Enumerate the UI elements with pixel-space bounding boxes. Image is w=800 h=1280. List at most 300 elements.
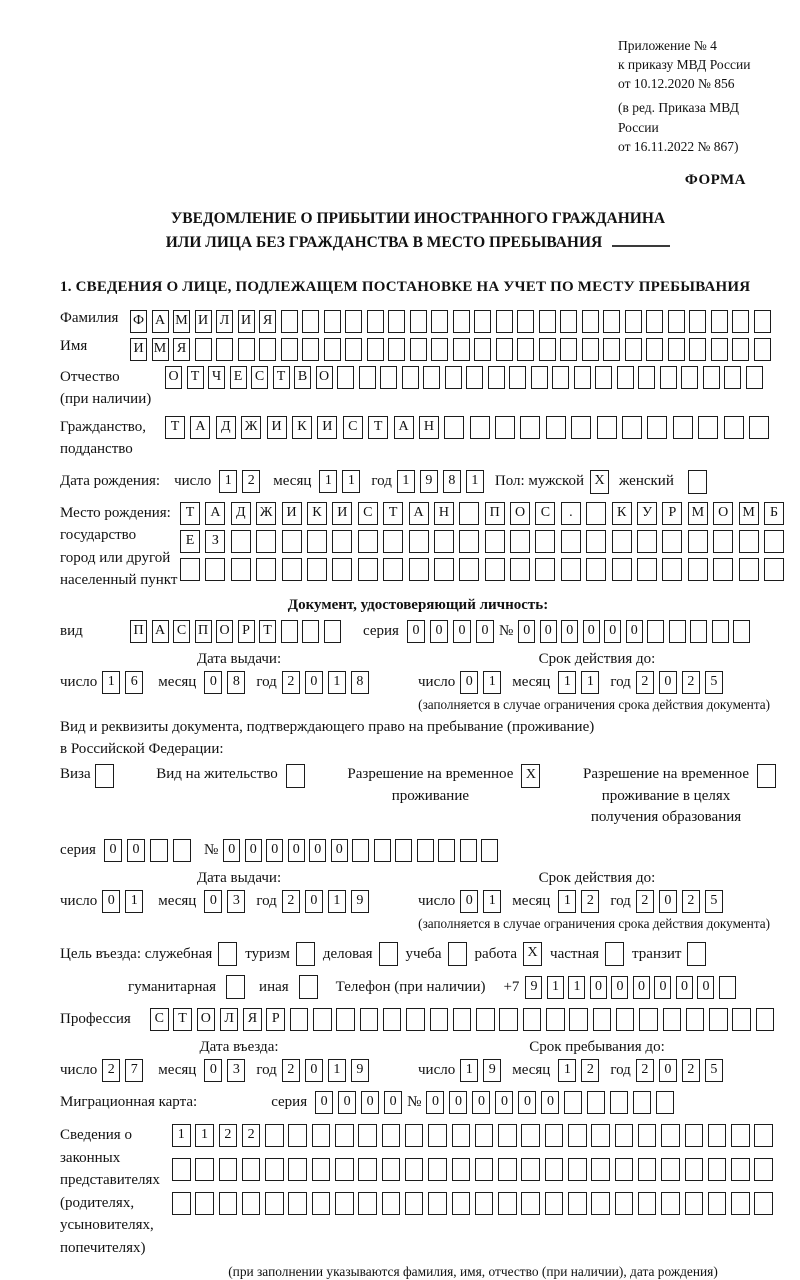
char-box[interactable]	[617, 366, 634, 389]
char-box[interactable]	[535, 558, 555, 581]
char-box[interactable]: 0	[659, 671, 677, 694]
char-box[interactable]	[638, 1192, 657, 1215]
char-box[interactable]	[509, 366, 526, 389]
char-box[interactable]	[242, 1192, 261, 1215]
char-box[interactable]: 0	[305, 1059, 323, 1082]
char-box[interactable]	[546, 1008, 565, 1031]
char-box[interactable]	[688, 558, 708, 581]
char-box[interactable]: 0	[495, 1091, 513, 1114]
char-box[interactable]	[661, 1124, 680, 1147]
char-box[interactable]	[637, 558, 657, 581]
char-box[interactable]	[382, 1158, 401, 1181]
char-box[interactable]: Н	[419, 416, 439, 439]
char-box[interactable]	[724, 366, 741, 389]
char-box[interactable]	[521, 1124, 540, 1147]
char-box[interactable]: 1	[483, 671, 501, 694]
char-box[interactable]	[410, 338, 427, 361]
char-box[interactable]: П	[485, 502, 505, 525]
char-box[interactable]	[476, 1008, 495, 1031]
char-box[interactable]: Я	[243, 1008, 262, 1031]
char-box[interactable]	[470, 416, 490, 439]
char-box[interactable]	[754, 1158, 773, 1181]
char-box[interactable]	[582, 338, 599, 361]
char-box[interactable]: 0	[561, 620, 578, 643]
char-box[interactable]	[417, 839, 434, 862]
char-box[interactable]: О	[510, 502, 530, 525]
char-box[interactable]: 9	[525, 976, 542, 999]
char-box[interactable]	[448, 942, 467, 966]
char-box[interactable]: 0	[626, 620, 643, 643]
char-box[interactable]: 2	[581, 890, 599, 913]
char-box[interactable]	[638, 1124, 657, 1147]
char-box[interactable]	[595, 366, 612, 389]
char-box[interactable]: Е	[180, 530, 200, 553]
char-box[interactable]: 1	[172, 1124, 191, 1147]
char-box[interactable]: В	[294, 366, 311, 389]
char-box[interactable]: Л	[216, 310, 233, 333]
char-box[interactable]	[498, 1192, 517, 1215]
char-box[interactable]: 5	[705, 671, 723, 694]
char-box[interactable]: 1	[328, 671, 346, 694]
char-box[interactable]: О	[316, 366, 333, 389]
char-box[interactable]	[434, 558, 454, 581]
char-box[interactable]: 1	[328, 1059, 346, 1082]
char-box[interactable]	[685, 1158, 704, 1181]
char-box[interactable]: 0	[541, 1091, 559, 1114]
char-box[interactable]	[445, 366, 462, 389]
char-box[interactable]	[288, 1192, 307, 1215]
char-box[interactable]	[739, 558, 759, 581]
char-box[interactable]	[431, 310, 448, 333]
char-box[interactable]	[545, 1158, 564, 1181]
char-box[interactable]: 0	[309, 839, 326, 862]
char-box[interactable]: Е	[230, 366, 247, 389]
char-box[interactable]	[764, 558, 784, 581]
char-box[interactable]: Ч	[208, 366, 225, 389]
char-box[interactable]	[231, 558, 251, 581]
char-box[interactable]	[452, 1192, 471, 1215]
char-box[interactable]	[409, 530, 429, 553]
char-box[interactable]: 1	[558, 1059, 576, 1082]
char-box[interactable]: 0	[245, 839, 262, 862]
char-box[interactable]: 1	[568, 976, 585, 999]
char-box[interactable]	[307, 530, 327, 553]
char-box[interactable]	[724, 416, 744, 439]
char-box[interactable]: 2	[682, 1059, 700, 1082]
char-box[interactable]	[591, 1158, 610, 1181]
char-box[interactable]	[265, 1192, 284, 1215]
char-box[interactable]: Я	[259, 310, 276, 333]
char-box[interactable]: 0	[659, 890, 677, 913]
char-box[interactable]	[367, 338, 384, 361]
char-box[interactable]: Р	[266, 1008, 285, 1031]
char-box[interactable]: 1	[328, 890, 346, 913]
char-box[interactable]	[359, 366, 376, 389]
char-box[interactable]: 7	[125, 1059, 143, 1082]
char-box[interactable]	[205, 558, 225, 581]
char-box[interactable]	[288, 1124, 307, 1147]
char-box[interactable]	[282, 530, 302, 553]
char-box[interactable]	[568, 1124, 587, 1147]
char-box[interactable]	[332, 558, 352, 581]
char-box[interactable]: 0	[102, 890, 120, 913]
char-box[interactable]	[406, 1008, 425, 1031]
char-box[interactable]	[434, 530, 454, 553]
char-box[interactable]	[646, 338, 663, 361]
char-box[interactable]	[681, 366, 698, 389]
char-box[interactable]: 2	[282, 1059, 300, 1082]
char-box[interactable]: Д	[216, 416, 236, 439]
char-box[interactable]	[764, 530, 784, 553]
char-box[interactable]	[485, 530, 505, 553]
char-box[interactable]	[495, 416, 515, 439]
char-box[interactable]	[345, 310, 362, 333]
char-box[interactable]: М	[152, 338, 169, 361]
char-box[interactable]	[496, 338, 513, 361]
char-box[interactable]: 0	[430, 620, 448, 643]
char-box[interactable]: Т	[180, 502, 200, 525]
char-box[interactable]	[302, 338, 319, 361]
char-box[interactable]: 5	[705, 1059, 723, 1082]
char-box[interactable]	[405, 1158, 424, 1181]
char-box[interactable]	[713, 558, 733, 581]
char-box[interactable]	[423, 366, 440, 389]
char-box[interactable]	[219, 1158, 238, 1181]
char-box[interactable]	[739, 530, 759, 553]
char-box[interactable]	[591, 1192, 610, 1215]
char-box[interactable]	[539, 338, 556, 361]
char-box[interactable]: 2	[581, 1059, 599, 1082]
char-box[interactable]: М	[739, 502, 759, 525]
char-box[interactable]	[452, 1158, 471, 1181]
char-box[interactable]	[290, 1008, 309, 1031]
char-box[interactable]	[713, 530, 733, 553]
char-box[interactable]	[637, 530, 657, 553]
char-box[interactable]: 0	[305, 890, 323, 913]
char-box[interactable]	[409, 558, 429, 581]
char-box[interactable]	[662, 530, 682, 553]
char-box[interactable]: К	[307, 502, 327, 525]
char-box[interactable]: 2	[282, 890, 300, 913]
char-box[interactable]	[685, 1124, 704, 1147]
char-box[interactable]	[521, 1158, 540, 1181]
char-box[interactable]	[453, 338, 470, 361]
char-box[interactable]	[732, 310, 749, 333]
char-box[interactable]	[360, 1008, 379, 1031]
char-box[interactable]: 0	[540, 620, 557, 643]
char-box[interactable]	[568, 1158, 587, 1181]
char-box[interactable]	[531, 366, 548, 389]
char-box[interactable]: 0	[127, 839, 145, 862]
char-box[interactable]	[669, 620, 686, 643]
char-box[interactable]: Б	[764, 502, 784, 525]
char-box[interactable]	[731, 1124, 750, 1147]
char-box[interactable]: 6	[125, 671, 143, 694]
char-box[interactable]: О	[197, 1008, 216, 1031]
char-box[interactable]: Р	[238, 620, 255, 643]
char-box[interactable]	[749, 416, 769, 439]
char-box[interactable]: 0	[204, 671, 222, 694]
char-box[interactable]	[708, 1124, 727, 1147]
char-box[interactable]: 2	[242, 470, 260, 493]
char-box[interactable]	[545, 1124, 564, 1147]
char-box[interactable]	[499, 1008, 518, 1031]
char-box[interactable]	[452, 1124, 471, 1147]
char-box[interactable]: 0	[460, 671, 478, 694]
char-box[interactable]	[708, 1192, 727, 1215]
char-box[interactable]: 9	[420, 470, 438, 493]
char-box[interactable]	[703, 366, 720, 389]
char-box[interactable]: 0	[384, 1091, 402, 1114]
char-box[interactable]	[568, 1192, 587, 1215]
char-box[interactable]: 0	[659, 1059, 677, 1082]
char-box[interactable]: 0	[476, 620, 494, 643]
char-box[interactable]	[661, 1192, 680, 1215]
char-box[interactable]	[711, 310, 728, 333]
char-box[interactable]	[238, 338, 255, 361]
char-box[interactable]: О	[713, 502, 733, 525]
char-box[interactable]	[610, 1091, 628, 1114]
char-box[interactable]	[603, 338, 620, 361]
char-box[interactable]	[756, 1008, 775, 1031]
char-box[interactable]	[481, 839, 498, 862]
char-box[interactable]: 2	[219, 1124, 238, 1147]
char-box[interactable]	[688, 470, 707, 494]
char-box[interactable]: 1	[319, 470, 337, 493]
char-box[interactable]: Т	[273, 366, 290, 389]
char-box[interactable]	[337, 366, 354, 389]
char-box[interactable]: М	[688, 502, 708, 525]
char-box[interactable]: 3	[227, 890, 245, 913]
char-box[interactable]	[431, 338, 448, 361]
char-box[interactable]	[545, 1192, 564, 1215]
char-box[interactable]	[510, 530, 530, 553]
char-box[interactable]	[690, 620, 707, 643]
char-box[interactable]: 8	[227, 671, 245, 694]
char-box[interactable]: С	[343, 416, 363, 439]
char-box[interactable]: 0	[518, 620, 535, 643]
char-box[interactable]	[242, 1158, 261, 1181]
char-box[interactable]: 1	[558, 671, 576, 694]
char-box[interactable]	[358, 558, 378, 581]
char-box[interactable]: 0	[204, 1059, 222, 1082]
char-box[interactable]	[282, 558, 302, 581]
char-box[interactable]	[733, 620, 750, 643]
char-box[interactable]	[663, 1008, 682, 1031]
char-box[interactable]: К	[292, 416, 312, 439]
char-box[interactable]	[561, 558, 581, 581]
char-box[interactable]	[453, 1008, 472, 1031]
char-box[interactable]: С	[535, 502, 555, 525]
char-box[interactable]: А	[394, 416, 414, 439]
char-box[interactable]	[216, 338, 233, 361]
char-box[interactable]	[219, 1192, 238, 1215]
char-box[interactable]: З	[205, 530, 225, 553]
char-box[interactable]	[612, 530, 632, 553]
char-box[interactable]	[498, 1158, 517, 1181]
char-box[interactable]: И	[238, 310, 255, 333]
char-box[interactable]	[265, 1158, 284, 1181]
char-box[interactable]	[382, 1124, 401, 1147]
char-box[interactable]: X	[521, 764, 540, 788]
char-box[interactable]	[383, 530, 403, 553]
char-box[interactable]: X	[523, 942, 542, 966]
char-box[interactable]	[345, 338, 362, 361]
char-box[interactable]	[586, 558, 606, 581]
char-box[interactable]	[172, 1158, 191, 1181]
char-box[interactable]	[712, 620, 729, 643]
char-box[interactable]	[335, 1158, 354, 1181]
char-box[interactable]: А	[409, 502, 429, 525]
char-box[interactable]	[597, 416, 617, 439]
char-box[interactable]	[474, 310, 491, 333]
char-box[interactable]: П	[195, 620, 212, 643]
char-box[interactable]	[336, 1008, 355, 1031]
char-box[interactable]	[312, 1124, 331, 1147]
char-box[interactable]	[383, 558, 403, 581]
char-box[interactable]	[552, 366, 569, 389]
char-box[interactable]	[358, 1124, 377, 1147]
char-box[interactable]	[605, 942, 624, 966]
char-box[interactable]	[358, 530, 378, 553]
char-box[interactable]	[256, 530, 276, 553]
char-box[interactable]: 2	[282, 671, 300, 694]
char-box[interactable]: 1	[219, 470, 237, 493]
char-box[interactable]	[625, 338, 642, 361]
char-box[interactable]	[647, 416, 667, 439]
char-box[interactable]: 1	[483, 890, 501, 913]
char-box[interactable]	[380, 366, 397, 389]
char-box[interactable]: 0	[305, 671, 323, 694]
char-box[interactable]	[687, 942, 706, 966]
char-box[interactable]	[459, 502, 479, 525]
char-box[interactable]: 0	[472, 1091, 490, 1114]
char-box[interactable]	[459, 558, 479, 581]
char-box[interactable]	[474, 338, 491, 361]
char-box[interactable]: 2	[682, 671, 700, 694]
char-box[interactable]	[485, 558, 505, 581]
char-box[interactable]	[520, 416, 540, 439]
char-box[interactable]: Д	[231, 502, 251, 525]
char-box[interactable]: 9	[351, 890, 369, 913]
char-box[interactable]: Т	[165, 416, 185, 439]
char-box[interactable]	[288, 1158, 307, 1181]
char-box[interactable]	[281, 620, 298, 643]
char-box[interactable]: 0	[407, 620, 425, 643]
char-box[interactable]	[173, 839, 191, 862]
char-box[interactable]: 1	[558, 890, 576, 913]
char-box[interactable]: С	[173, 620, 190, 643]
char-box[interactable]: 0	[315, 1091, 333, 1114]
char-box[interactable]	[622, 416, 642, 439]
char-box[interactable]	[466, 366, 483, 389]
char-box[interactable]	[646, 310, 663, 333]
char-box[interactable]	[662, 558, 682, 581]
char-box[interactable]	[689, 310, 706, 333]
char-box[interactable]: Ж	[241, 416, 261, 439]
char-box[interactable]	[475, 1124, 494, 1147]
char-box[interactable]: 0	[518, 1091, 536, 1114]
char-box[interactable]: 0	[590, 976, 607, 999]
char-box[interactable]	[95, 764, 114, 788]
char-box[interactable]	[352, 839, 369, 862]
char-box[interactable]	[195, 1192, 214, 1215]
char-box[interactable]: Ж	[256, 502, 276, 525]
char-box[interactable]	[668, 310, 685, 333]
char-box[interactable]	[218, 942, 237, 966]
char-box[interactable]	[324, 310, 341, 333]
char-box[interactable]	[296, 942, 315, 966]
char-box[interactable]: 1	[125, 890, 143, 913]
char-box[interactable]	[582, 310, 599, 333]
char-box[interactable]	[732, 1008, 751, 1031]
char-box[interactable]: 0	[331, 839, 348, 862]
char-box[interactable]	[402, 366, 419, 389]
char-box[interactable]	[593, 1008, 612, 1031]
char-box[interactable]	[332, 530, 352, 553]
char-box[interactable]: И	[195, 310, 212, 333]
char-box[interactable]: У	[637, 502, 657, 525]
char-box[interactable]	[281, 338, 298, 361]
char-box[interactable]	[265, 1124, 284, 1147]
char-box[interactable]: Т	[173, 1008, 192, 1031]
char-box[interactable]	[561, 530, 581, 553]
char-box[interactable]	[746, 366, 763, 389]
char-box[interactable]	[615, 1192, 634, 1215]
char-box[interactable]	[688, 530, 708, 553]
char-box[interactable]: .	[561, 502, 581, 525]
char-box[interactable]	[603, 310, 620, 333]
char-box[interactable]: 0	[583, 620, 600, 643]
char-box[interactable]	[475, 1158, 494, 1181]
char-box[interactable]	[335, 1124, 354, 1147]
char-box[interactable]	[616, 1008, 635, 1031]
char-box[interactable]	[668, 338, 685, 361]
char-box[interactable]	[591, 1124, 610, 1147]
char-box[interactable]	[689, 338, 706, 361]
char-box[interactable]	[374, 839, 391, 862]
char-box[interactable]	[615, 1158, 634, 1181]
char-box[interactable]	[180, 558, 200, 581]
char-box[interactable]	[673, 416, 693, 439]
char-box[interactable]: 0	[453, 620, 471, 643]
char-box[interactable]: 0	[361, 1091, 379, 1114]
char-box[interactable]: О	[165, 366, 182, 389]
char-box[interactable]	[711, 338, 728, 361]
char-box[interactable]	[307, 558, 327, 581]
char-box[interactable]: 1	[547, 976, 564, 999]
char-box[interactable]: Т	[368, 416, 388, 439]
char-box[interactable]: Т	[259, 620, 276, 643]
char-box[interactable]	[302, 310, 319, 333]
char-box[interactable]	[388, 338, 405, 361]
char-box[interactable]	[754, 1124, 773, 1147]
char-box[interactable]: А	[190, 416, 210, 439]
char-box[interactable]	[633, 1091, 651, 1114]
char-box[interactable]: 9	[483, 1059, 501, 1082]
char-box[interactable]: Я	[173, 338, 190, 361]
char-box[interactable]	[367, 310, 384, 333]
char-box[interactable]: 0	[633, 976, 650, 999]
char-box[interactable]: Т	[383, 502, 403, 525]
char-box[interactable]	[685, 1192, 704, 1215]
char-box[interactable]	[428, 1192, 447, 1215]
char-box[interactable]	[475, 1192, 494, 1215]
char-box[interactable]: Н	[434, 502, 454, 525]
char-box[interactable]	[546, 416, 566, 439]
char-box[interactable]: И	[267, 416, 287, 439]
char-box[interactable]	[358, 1192, 377, 1215]
